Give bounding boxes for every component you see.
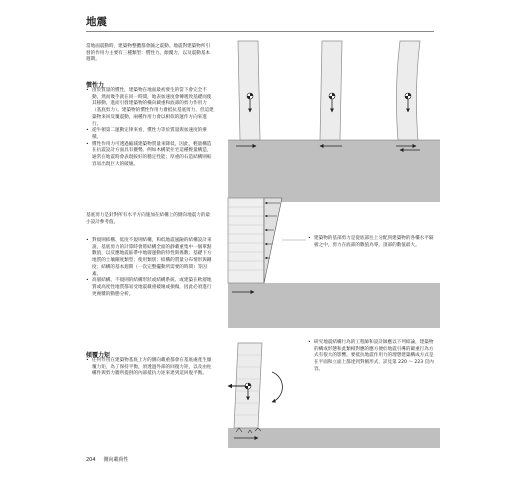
page-number: 204 (86, 457, 96, 463)
overturning-figure (228, 343, 440, 448)
shear-distribution-triangle (264, 198, 282, 283)
overturning-moment-icon (272, 372, 282, 402)
note-configuration: • 研究地震結構行為的工程師和設計師應以下列結論，建築物的構成形態和此類相對應的應方便於地震引導的載重行為方式有很大的影響。要抵抗地震作用力的理想建築構成方式是在平面和立面上都達到對稱形式，詳見第 220 ～ 223 頁內容。 (308, 340, 434, 374)
note-base-shear: • 建築物的基部剪力是從底部往上分配到建築物的各樓水平隔板之中，剪力在底部的數值為零，頂部的數值最大。 (308, 236, 434, 249)
list-item: • 從牛頓第二運動定律來看，慣性力等於質量與加速度的乘積。 (86, 128, 214, 141)
building-elevation (228, 198, 264, 283)
base-shear-paragraph: 基底剪力是針對所有水平方向施加在結構上的側向地震力的最小設計參考值。 (86, 213, 211, 225)
ground-band (228, 283, 440, 328)
building-2 (320, 41, 342, 140)
page-title: 地震 (86, 16, 107, 28)
heading-overturning: 傾覆力矩 (86, 352, 111, 359)
building-3 (396, 41, 420, 140)
ground-band (228, 428, 440, 448)
heading-inertia: 慣性力 (86, 82, 105, 89)
building-1 (238, 41, 260, 140)
list-item: • 高層結構、不規則的結構形狀或結構系統、或建築在軟層地質或高度性地質都易受地震載重破壞或損傷，因此必須進行更複雜的動態分析。 (86, 278, 214, 298)
list-item: • 慣性作用力可透過縮減建築物質量來降低，因此，輕量構造在抗震設計方面具有優勢。例如木構架住宅這種輕量構造，通常在地震時會表現較好的穩定性能；厚重的石造結構則較容易出現巨大的破壞。 (86, 142, 214, 169)
list-item: • 任何作用在建築物基底上方的側向載重都會在基底處產生傾覆力矩，為了保持平衡，須透過外部的回復力矩，以及由柱構件與剪力牆所提供的內部抵抗力矩來達到這回復平衡。 (86, 358, 214, 378)
base-shear-figure (228, 198, 440, 328)
footer-section: 側向載荷性 (103, 457, 129, 463)
ground-band (228, 140, 440, 202)
list-item: • 對規則結構、低度不規則結構，和低地震風險的結構設計來說，基底剪力的計算時會將結構全面的靜載重集中一個單點數值，以反應地震區帶中地層運動的特性與係數；基礎下方地質的土壤剛度類型；使用類別；結構的質量分布情形與剛度；結構的基本週期（一次完整擺動所需要的時間）等因素。 (86, 238, 214, 278)
list-item: • 由於質量的慣性，建築物在地面最初發生的當下會完全不動，然而幾乎就在同一時間，地表加速度會傳遞致基礎而使其移動，進而引發建築物的橫向載重和底部的剪力作用力（基底剪力）。建築物的慣性作用力會抵抗基底剪力，但這建築物來回反覆震動，兩種作用力會以相似的運作方向來進行。 (86, 88, 214, 128)
inertia-figure (228, 41, 440, 202)
intro-paragraph: 當地面震動時，建築物整體都會隨之震動。地震對建築物所引發的作用力主要有三種類型：慣性力、傾覆力，以及震動基本週期。 (86, 44, 211, 63)
